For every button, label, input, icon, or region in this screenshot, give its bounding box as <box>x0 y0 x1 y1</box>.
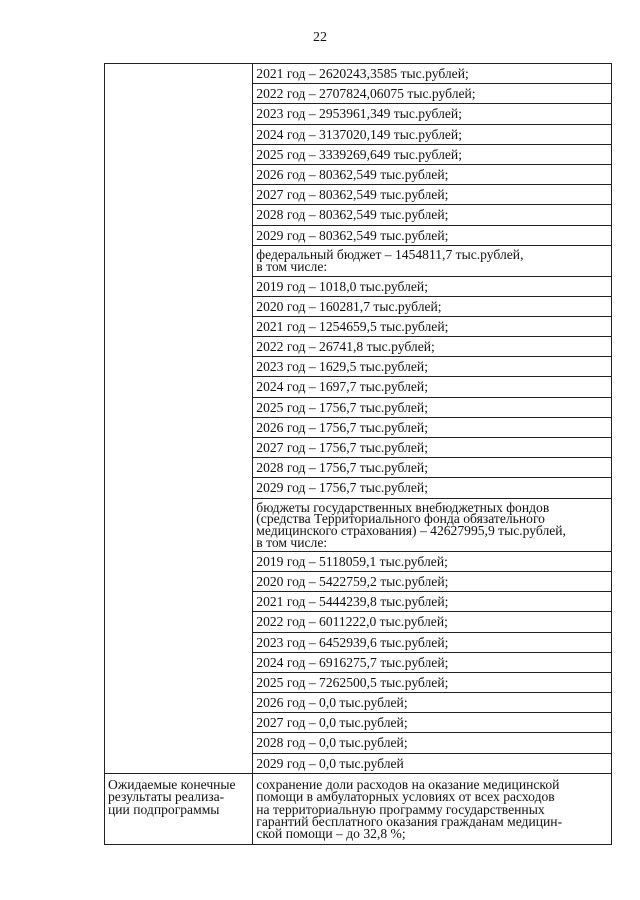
expected-results-row <box>105 773 612 844</box>
budget-year-line: 2023 год – 2953961,349 тыс.рублей; <box>253 104 611 124</box>
federal-budget-heading: федеральный бюджет – 1454811,7 тыс.рублей, в том числе: <box>253 246 611 277</box>
budget-year-line: 2020 год – 160281,7 тыс.рублей; <box>253 297 611 317</box>
budget-year-line: 2026 год – 0,0 тыс.рублей; <box>253 693 611 713</box>
budget-year-line: 2025 год – 7262500,5 тыс.рублей; <box>253 673 611 693</box>
extrabudgetary-funds-heading: бюджеты государственных внебюджетных фондов (средства Территориального фонда обязательного медицинского страхования) – 42627995,9 тыс.рублей, в том числе: <box>253 499 611 552</box>
budget-year-line: 2019 год – 5118059,1 тыс.рублей; <box>253 552 611 572</box>
expected-results-text: сохранение доли расходов на оказание медицинской помощи в амбулаторных условиях от всех расходов на территориальную программу государственных гарантий бесплатного оказания гражданам медицин- ской помощи – до 32,8 %; <box>256 776 563 842</box>
budget-year-line: 2023 год – 1629,5 тыс.рублей; <box>253 357 611 377</box>
budget-year-line: 2023 год – 6452939,6 тыс.рублей; <box>253 633 611 653</box>
funding-row <box>105 64 612 774</box>
budget-year-line: 2029 год – 80362,549 тыс.рублей; <box>253 226 611 246</box>
federal-budget-list <box>253 277 611 499</box>
budget-year-line: 2025 год – 3339269,649 тыс.рублей; <box>253 145 611 165</box>
budget-year-line: 2021 год – 2620243,3585 тыс.рублей; <box>253 64 611 84</box>
page-number: 22 <box>313 30 327 45</box>
budget-year-line: 2024 год – 6916275,7 тыс.рублей; <box>253 653 611 673</box>
budget-year-line: 2026 год – 1756,7 тыс.рублей; <box>253 418 611 438</box>
budget-year-line: 2028 год – 0,0 тыс.рублей; <box>253 733 611 753</box>
budget-year-line: 2025 год – 1756,7 тыс.рублей; <box>253 398 611 418</box>
subprogram-passport-table <box>104 63 612 845</box>
budget-year-line: 2022 год – 2707824,06075 тыс.рублей; <box>253 84 611 104</box>
budget-year-line: 2029 год – 0,0 тыс.рублей <box>256 755 404 771</box>
budget-year-line: 2026 год – 80362,549 тыс.рублей; <box>253 165 611 185</box>
budget-year-line: 2022 год – 26741,8 тыс.рублей; <box>253 337 611 357</box>
funding-values-cell <box>253 64 612 774</box>
budget-year-line: 2027 год – 0,0 тыс.рублей; <box>253 713 611 733</box>
expected-results-label-cell <box>105 773 253 844</box>
budget-year-line: 2021 год – 5444239,8 тыс.рублей; <box>253 592 611 612</box>
budget-year-line: 2024 год – 3137020,149 тыс.рублей; <box>253 125 611 145</box>
budget-year-line: 2022 год – 6011222,0 тыс.рублей; <box>253 612 611 632</box>
budget-year-line: 2027 год – 80362,549 тыс.рублей; <box>253 185 611 205</box>
budget-year-line: 2028 год – 1756,7 тыс.рублей; <box>253 458 611 478</box>
budget-year-line: 2021 год – 1254659,5 тыс.рублей; <box>253 317 611 337</box>
expected-results-value-cell <box>253 773 612 844</box>
budget-year-line: 2019 год – 1018,0 тыс.рублей; <box>253 277 611 297</box>
budget-year-line: 2027 год – 1756,7 тыс.рублей; <box>253 438 611 458</box>
total-budget-list <box>253 64 611 246</box>
budget-year-line: 2029 год – 1756,7 тыс.рублей; <box>253 478 611 498</box>
funding-label-cell <box>105 64 253 774</box>
budget-year-line: 2024 год – 1697,7 тыс.рублей; <box>253 377 611 397</box>
expected-results-label: Ожидаемые конечные результаты реализа- ции подпрограммы <box>108 776 236 817</box>
budget-year-line: 2028 год – 80362,549 тыс.рублей; <box>253 205 611 225</box>
extrabudgetary-funds-list <box>253 552 611 773</box>
budget-year-line: 2020 год – 5422759,2 тыс.рублей; <box>253 572 611 592</box>
